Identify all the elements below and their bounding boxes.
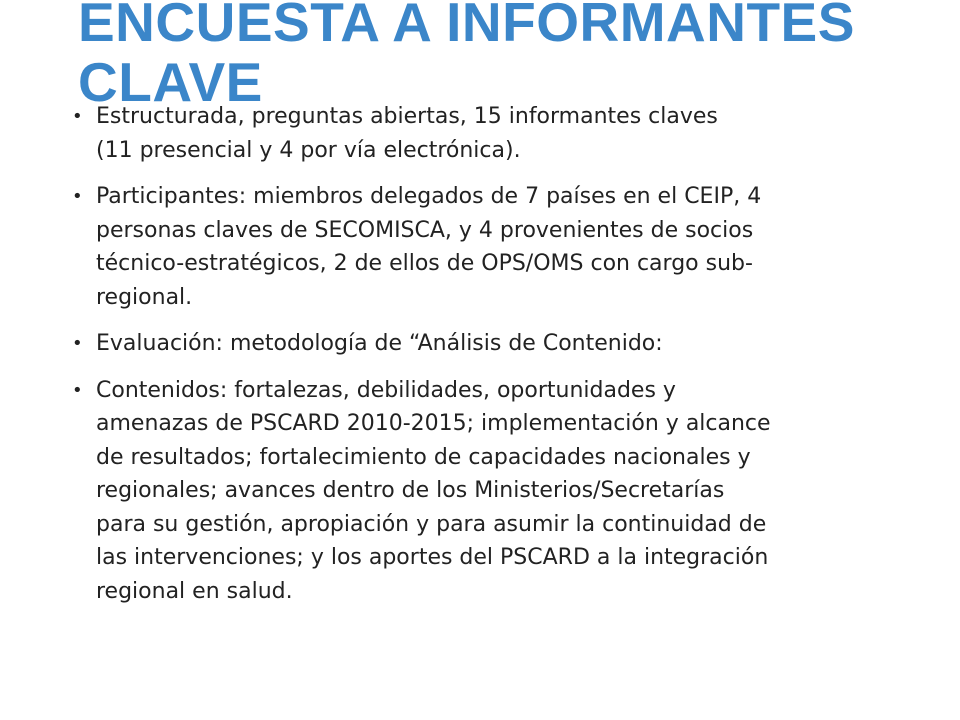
bullet-text-line: Participantes: miembros delegados de 7 países en el CEIP, 4 [96,184,762,209]
bullet-text-line: amenazas de PSCARD 2010-2015; implementación y alcance [96,411,771,436]
bullet-text-line: Estructurada, preguntas abiertas, 15 informantes claves [96,104,718,129]
bullet-icon: • [72,379,83,401]
bullet-icon: • [72,186,83,207]
bullet-text-line: regional. [96,284,193,310]
title-line: ENCUESTA A INFORMANTES [78,0,855,53]
bullet-text-line: las intervenciones; y los aportes del PSCARD a la integración [96,545,769,570]
bullet-item [72,180,892,314]
bullet-text-line: regionales; avances dentro de los Ministerios/Secretarías [96,478,725,503]
bullet-item [72,100,892,167]
bullet-icon: • [72,333,83,354]
bullet-text-line: personas claves de SECOMISCA, y 4 provenientes de socios [96,217,754,243]
bullet-item [72,374,892,609]
bullet-list [72,100,892,621]
bullet-text-line: Evaluación: metodología de “Análisis de Contenido: [96,331,663,356]
title-line: CLAVE [78,51,263,113]
bullet-text-line: Contenidos: fortalezas, debilidades, oportunidades y [96,377,676,403]
slide-title [78,0,938,112]
bullet-text-line: (11 presencial y 4 por vía electrónica). [96,137,521,163]
bullet-text-line: técnico-estratégicos, 2 de ellos de OPS/OMS con cargo sub- [96,251,753,276]
bullet-icon: • [72,106,83,127]
bullet-text-line: para su gestión, apropiación y para asumir la continuidad de [96,511,767,537]
bullet-text-line: regional en salud. [96,578,293,604]
bullet-item [72,327,892,361]
bullet-text-line: de resultados; fortalecimiento de capacidades nacionales y [96,444,751,470]
